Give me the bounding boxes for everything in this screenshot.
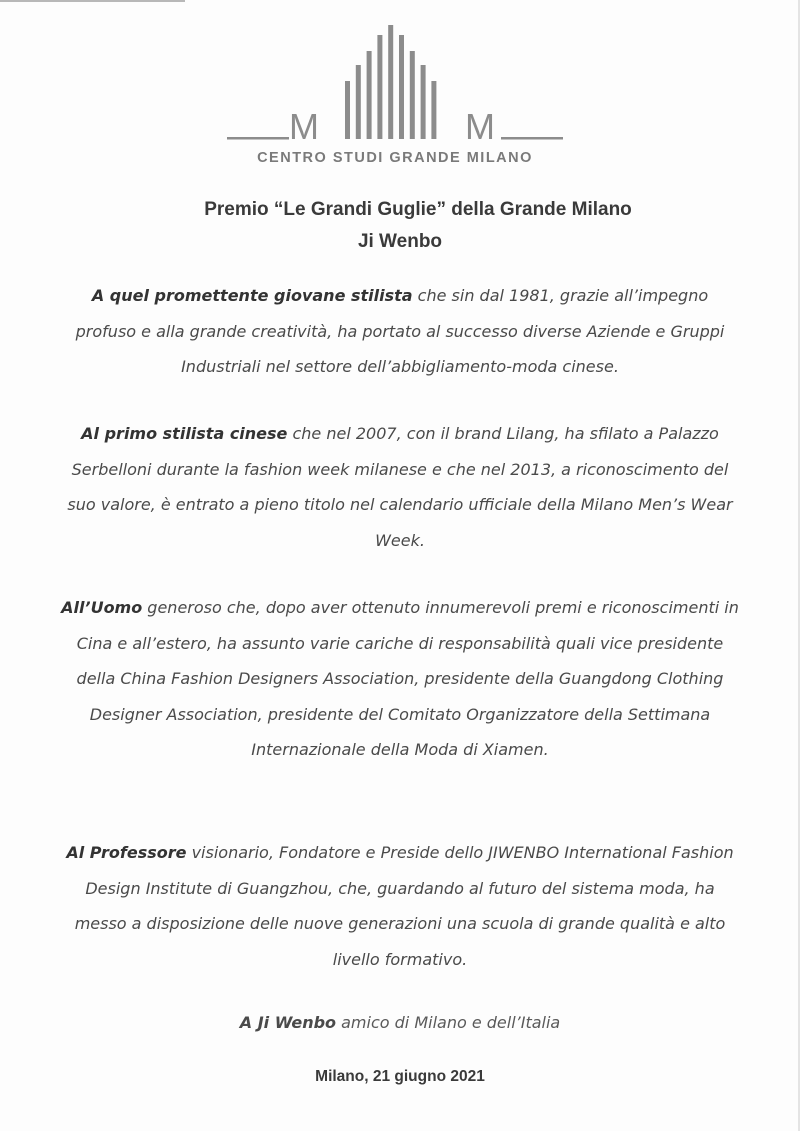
paragraph-4-text: visionario, Fondatore e Preside dello JIWENBO International Fashion Design Institute di Guangzhou, che, guardando al futuro del sistema moda, ha messo a disposizione delle nuove generazioni una scuola di grande qualità e alto livello formativo.: [74, 843, 734, 969]
honoree-name: Ji Wenbo: [357, 231, 443, 252]
paragraph-4: [60, 835, 740, 977]
logo-spire-bar: [345, 81, 350, 139]
logo-spire-bar: [388, 25, 393, 139]
logo-spire-bar: [377, 35, 382, 139]
paragraph-2: [60, 416, 740, 558]
paragraph-3: [60, 590, 740, 768]
paragraph-1-lead: A quel promettente giovane stilista: [91, 286, 413, 305]
closing-lead: A Ji Wenbo: [239, 1013, 337, 1032]
paragraph-1: [60, 278, 740, 385]
paragraph-3-lead: All’Uomo: [61, 598, 143, 617]
logo-letter-left: M: [289, 106, 319, 147]
logo-spire-bar: [410, 51, 415, 139]
place-and-date: Milano, 21 giugno 2021: [315, 1068, 485, 1085]
closing-text: amico di Milano e dell’Italia: [336, 1013, 561, 1032]
logo-caption: CENTRO STUDI GRANDE MILANO: [257, 150, 533, 166]
logo-spire-bar: [421, 65, 426, 139]
logo-spire-bar: [431, 81, 436, 139]
paragraph-2-text: che nel 2007, con il brand Lilang, ha sfilato a Palazzo Serbelloni durante la fashion week milanese e che nel 2013, a riconoscimento del suo valore, è entrato a pieno titolo nel calendario ufficiale della Milano Men’s Wear Week.: [67, 424, 733, 550]
scan-edge-top: [0, 0, 185, 2]
closing-dedication: [0, 1013, 800, 1032]
logo-spire-bar: [399, 35, 404, 139]
paragraph-3-text: generoso che, dopo aver ottenuto innumerevoli premi e riconoscimenti in Cina e all’estero, ha assunto varie cariche di responsabilità quali vice presidente della China Fashion Designers Association, presidente della Guangdong Clothing Designer Association, presidente del Comitato Organizzatore della Settimana Internazionale della Moda di Xiamen.: [76, 598, 739, 759]
paragraph-1-text: che sin dal 1981, grazie all’impegno profuso e alla grande creatività, ha portato al successo diverse Aziende e Gruppi Industriali nel settore dell’abbigliamento-moda cinese.: [75, 286, 725, 376]
logo-spire-bar: [367, 51, 372, 139]
logo-spire-bar: [356, 65, 361, 139]
logo-letter-right: M: [465, 106, 495, 147]
paragraph-4-lead: Al Professore: [66, 843, 187, 862]
award-title: Premio “Le Grandi Guglie” della Grande Milano: [204, 199, 632, 220]
paragraph-2-lead: Al primo stilista cinese: [81, 424, 288, 443]
